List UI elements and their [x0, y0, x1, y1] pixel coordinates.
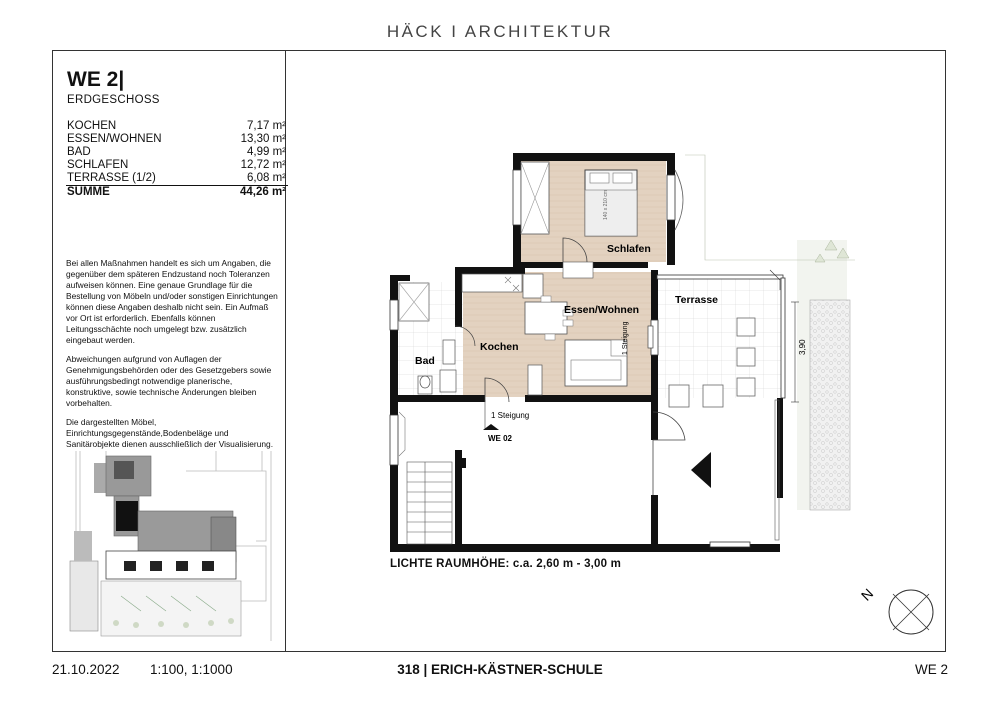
area-row [66, 133, 288, 146]
sum-label: SUMME [67, 186, 110, 198]
footer-project: 318 | ERICH-KÄSTNER-SCHULE [397, 662, 603, 677]
bed-icon [585, 170, 637, 236]
area-row [66, 120, 288, 133]
brand-logo: HÄCK I ARCHITEKTUR [386, 22, 614, 41]
room-label-essen-wohnen: Essen/Wohnen [564, 304, 640, 316]
footer-unit: WE 2 [914, 662, 948, 677]
area-table [66, 120, 288, 199]
disclaimer-paragraph: Bei allen Maßnahmen handelt es sich um Angaben, die gegenüber dem späteren Endzustand noch Toleranzen aufweisen können. Eine genaue Grundlage für die Bestellung von Möbeln und/oder sonstigen Einrichtungen können diese Angaben deshalb nicht sein. Ein Aufmaß vor Ort ist erforderlich. Ebenfalls können Leitungsschächte noch umgelegt bzw. zusätzlich eingebaut werden. [66, 258, 278, 345]
north-label: N [857, 585, 877, 604]
unit-title: WE 2| [67, 68, 125, 91]
entrance-direction-icon [691, 452, 711, 488]
step-label: 1 Steigung [491, 411, 530, 420]
room-name: SCHLAFEN [67, 159, 129, 171]
room-area: 7,17 m² [247, 120, 286, 132]
room-area: 6,08 m² [213, 172, 288, 186]
floor-label: ERDGESCHOSS [67, 94, 160, 106]
disclaimer-notes [66, 258, 280, 480]
room-name: TERRASSE (1/2) [66, 172, 213, 186]
area-row [66, 159, 288, 172]
north-compass-icon [855, 580, 945, 640]
room-label-schlafen: Schlafen [607, 243, 651, 255]
room-name: BAD [67, 146, 91, 158]
entrance-arrow-icon [483, 424, 499, 430]
ceiling-height-caption: LICHTE RAUMHÖHE: c.a. 2,60 m - 3,00 m [390, 558, 622, 570]
site-plan-map [66, 451, 280, 641]
entrance-label: WE 02 [488, 434, 513, 443]
disclaimer-paragraph: Die dargestellten Möbel, Einrichtungsgegenstände,Bodenbeläge und Sanitärobjekte dienen ausschließlich der Visualisierung. [66, 417, 274, 449]
disclaimer-paragraph: Abweichungen aufgrund von Auflagen der Genehmigungsbehörden oder des Gesetzgebers sowie ausführungsbedingt notwendige planerische, konstruktive, sowie technische Änderungen bleiben vorbehalten. [66, 354, 272, 408]
sum-area: 44,26 m² [239, 186, 286, 198]
room-label-kochen: Kochen [480, 341, 519, 353]
area-row [66, 146, 288, 159]
room-name: ESSEN/WOHNEN [67, 133, 162, 145]
area-row [66, 172, 288, 186]
room-label-terrasse: Terrasse [675, 294, 719, 306]
footer-date: 21.10.2022 [52, 662, 120, 677]
floor-plan [385, 150, 905, 570]
room-area: 12,72 m² [240, 159, 286, 171]
room-area: 4,99 m² [247, 146, 286, 158]
room-name: KOCHEN [67, 120, 117, 132]
step-label: 1 Steigung [622, 321, 629, 355]
room-label-bad: Bad [415, 355, 435, 367]
bed-size-label: 140 x 210 cm [603, 189, 609, 220]
dimension-label: 3,90 [798, 339, 807, 355]
area-sum-row [66, 186, 288, 200]
room-area: 13,30 m² [240, 133, 286, 145]
footer-scale: 1:100, 1:1000 [150, 662, 233, 677]
